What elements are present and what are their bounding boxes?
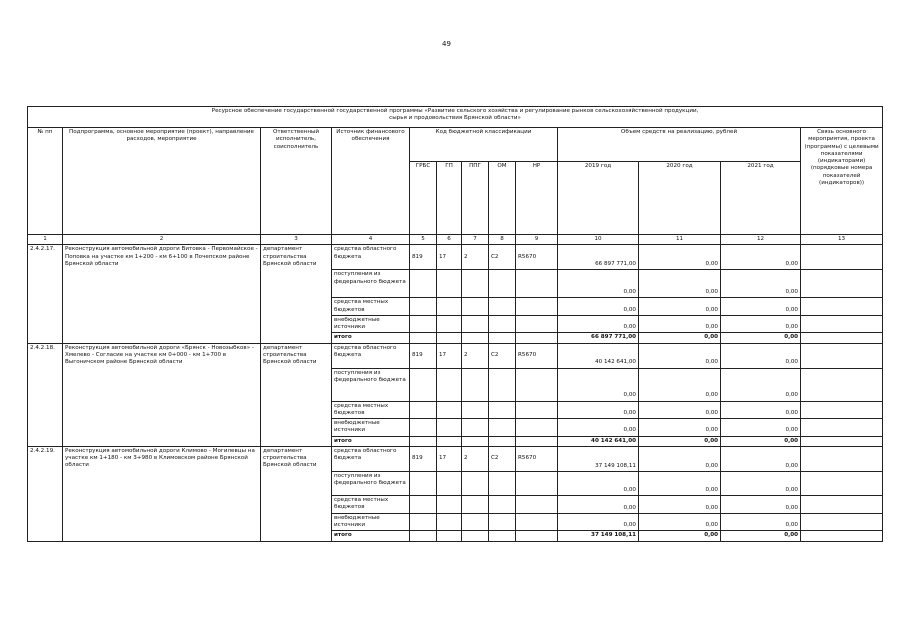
header-executor: Ответственный исполнитель, соисполнитель — [261, 128, 332, 235]
code-empty — [462, 270, 489, 298]
code-empty — [410, 270, 437, 298]
code-empty — [410, 298, 437, 316]
code-ppg: 2 — [462, 343, 489, 368]
amount-2020: 0,00 — [639, 436, 721, 446]
code-empty — [489, 298, 516, 316]
record-num: 2.4.2.19. — [28, 446, 63, 541]
column-number: 11 — [639, 235, 721, 245]
code-empty — [462, 401, 489, 419]
code-empty — [437, 270, 462, 298]
indicator-link — [801, 419, 883, 437]
code-grbs: 819 — [410, 245, 437, 270]
code-empty — [437, 513, 462, 531]
code-grbs: 819 — [410, 343, 437, 368]
amount-2020: 0,00 — [639, 343, 721, 368]
code-empty — [516, 315, 558, 333]
code-empty — [462, 436, 489, 446]
amount-2021: 0,00 — [721, 343, 801, 368]
code-empty — [410, 471, 437, 495]
resource-table — [27, 106, 883, 542]
record-num: 2.4.2.17. — [28, 245, 63, 343]
code-empty — [410, 419, 437, 437]
amount-2019: 0,00 — [558, 270, 639, 298]
table-title-line1: Ресурсное обеспечение государственной государственной программы «Развитие сельского хозяйства и регулирование рынков сельскохозяйственной продукции, — [211, 108, 699, 114]
amount-2019: 0,00 — [558, 298, 639, 316]
code-empty — [437, 419, 462, 437]
header-np: НР — [516, 162, 558, 235]
code-empty — [489, 513, 516, 531]
code-empty — [462, 298, 489, 316]
header-grbs: ГРБС — [410, 162, 437, 235]
code-empty — [489, 495, 516, 513]
amount-2020: 0,00 — [639, 495, 721, 513]
code-empty — [410, 436, 437, 446]
amount-2020: 0,00 — [639, 446, 721, 471]
table-title-line2: сырья и продовольствия Брянской области» — [389, 115, 521, 122]
indicator-link — [801, 270, 883, 298]
code-empty — [516, 513, 558, 531]
code-empty — [489, 419, 516, 437]
code-gp: 17 — [437, 446, 462, 471]
code-empty — [489, 315, 516, 333]
code-np: R5670 — [516, 446, 558, 471]
code-grbs: 819 — [410, 446, 437, 471]
header-source: Источник финансового обеспечения — [332, 128, 410, 235]
code-empty — [410, 495, 437, 513]
source-label: внебюджетные источники — [332, 315, 410, 333]
indicator-link — [801, 446, 883, 471]
code-empty — [516, 298, 558, 316]
header-2021: 2021 год — [721, 162, 801, 235]
code-empty — [516, 531, 558, 541]
code-empty — [489, 270, 516, 298]
code-empty — [410, 333, 437, 343]
column-number: 3 — [261, 235, 332, 245]
table-row — [28, 343, 883, 368]
code-empty — [462, 315, 489, 333]
amount-2019: 66 897 771,00 — [558, 333, 639, 343]
code-empty — [462, 333, 489, 343]
column-number: 1 — [28, 235, 63, 245]
amount-2019: 0,00 — [558, 513, 639, 531]
code-np: R5670 — [516, 343, 558, 368]
column-number: 9 — [516, 235, 558, 245]
amount-2021: 0,00 — [721, 436, 801, 446]
code-empty — [437, 298, 462, 316]
column-numbers-row — [28, 235, 883, 245]
amount-2021: 0,00 — [721, 333, 801, 343]
source-label: средства местных бюджетов — [332, 495, 410, 513]
amount-2020: 0,00 — [639, 270, 721, 298]
code-empty — [516, 436, 558, 446]
indicator-link — [801, 368, 883, 401]
amount-2021: 0,00 — [721, 513, 801, 531]
source-label: средства местных бюджетов — [332, 401, 410, 419]
record-num: 2.4.2.18. — [28, 343, 63, 446]
table-row — [28, 446, 883, 471]
source-label: средства областного бюджета — [332, 446, 410, 471]
amount-2019: 66 897 771,00 — [558, 245, 639, 270]
code-empty — [437, 495, 462, 513]
amount-2020: 0,00 — [639, 245, 721, 270]
code-empty — [410, 368, 437, 401]
amount-2019: 0,00 — [558, 471, 639, 495]
amount-2019: 0,00 — [558, 401, 639, 419]
header-name: Подпрограмма, основное мероприятие (проект), направление расходов, мероприятие — [63, 128, 261, 235]
code-empty — [462, 471, 489, 495]
code-empty — [462, 513, 489, 531]
code-empty — [516, 401, 558, 419]
indicator-link — [801, 513, 883, 531]
amount-2019: 40 142 641,00 — [558, 436, 639, 446]
code-om: С2 — [489, 245, 516, 270]
code-empty — [437, 333, 462, 343]
column-number: 7 — [462, 235, 489, 245]
code-empty — [516, 495, 558, 513]
code-empty — [437, 471, 462, 495]
indicator-link — [801, 495, 883, 513]
code-ppg: 2 — [462, 245, 489, 270]
amount-2021: 0,00 — [721, 471, 801, 495]
amount-2021: 0,00 — [721, 315, 801, 333]
column-number: 5 — [410, 235, 437, 245]
code-empty — [437, 368, 462, 401]
header-num: № пп — [28, 128, 63, 235]
indicator-link — [801, 436, 883, 446]
header-ppg: ППГ — [462, 162, 489, 235]
source-label: внебюджетные источники — [332, 419, 410, 437]
code-om: С2 — [489, 343, 516, 368]
header-budget-code: Код бюджетной классификации — [410, 128, 558, 162]
amount-2020: 0,00 — [639, 298, 721, 316]
amount-2021: 0,00 — [721, 531, 801, 541]
amount-2019: 0,00 — [558, 495, 639, 513]
amount-2020: 0,00 — [639, 513, 721, 531]
code-gp: 17 — [437, 245, 462, 270]
amount-2020: 0,00 — [639, 315, 721, 333]
record-executor: департамент строительства Брянской области — [261, 343, 332, 446]
amount-2021: 0,00 — [721, 368, 801, 401]
source-label: средства местных бюджетов — [332, 298, 410, 316]
code-empty — [462, 531, 489, 541]
amount-2021: 0,00 — [721, 401, 801, 419]
indicator-link — [801, 333, 883, 343]
column-number: 4 — [332, 235, 410, 245]
indicator-link — [801, 245, 883, 270]
code-empty — [437, 531, 462, 541]
header-2019: 2019 год — [558, 162, 639, 235]
code-empty — [489, 333, 516, 343]
column-number: 2 — [63, 235, 261, 245]
code-empty — [410, 531, 437, 541]
amount-2020: 0,00 — [639, 368, 721, 401]
amount-2019: 0,00 — [558, 315, 639, 333]
code-empty — [437, 401, 462, 419]
code-empty — [410, 401, 437, 419]
code-empty — [489, 401, 516, 419]
code-empty — [410, 513, 437, 531]
code-om: С2 — [489, 446, 516, 471]
source-label: итого — [332, 531, 410, 541]
column-number: 12 — [721, 235, 801, 245]
record-name: Реконструкция автомобильной дороги Климово - Могилевцы на участке км 1+180 - км 3+980 в Климовском районе Брянской области — [63, 446, 261, 541]
source-label: итого — [332, 436, 410, 446]
code-empty — [410, 315, 437, 333]
amount-2019: 37 149 108,11 — [558, 531, 639, 541]
header-om: ОМ — [489, 162, 516, 235]
indicator-link — [801, 531, 883, 541]
amount-2021: 0,00 — [721, 446, 801, 471]
amount-2020: 0,00 — [639, 419, 721, 437]
source-label: итого — [332, 333, 410, 343]
code-empty — [489, 531, 516, 541]
amount-2020: 0,00 — [639, 471, 721, 495]
code-empty — [462, 419, 489, 437]
amount-2020: 0,00 — [639, 531, 721, 541]
source-label: поступления из федерального бюджета — [332, 471, 410, 495]
source-label: поступления из федерального бюджета — [332, 368, 410, 401]
code-empty — [516, 471, 558, 495]
column-number: 6 — [437, 235, 462, 245]
code-empty — [516, 419, 558, 437]
record-executor: департамент строительства Брянской области — [261, 446, 332, 541]
amount-2021: 0,00 — [721, 245, 801, 270]
code-empty — [489, 471, 516, 495]
code-np: R5670 — [516, 245, 558, 270]
amount-2021: 0,00 — [721, 419, 801, 437]
indicator-link — [801, 343, 883, 368]
amount-2021: 0,00 — [721, 270, 801, 298]
code-empty — [462, 368, 489, 401]
code-empty — [516, 270, 558, 298]
source-label: поступления из федерального бюджета — [332, 270, 410, 298]
amount-2020: 0,00 — [639, 333, 721, 343]
column-number: 8 — [489, 235, 516, 245]
indicator-link — [801, 298, 883, 316]
amount-2020: 0,00 — [639, 401, 721, 419]
amount-2019: 0,00 — [558, 419, 639, 437]
code-empty — [437, 315, 462, 333]
code-empty — [462, 495, 489, 513]
column-number: 13 — [801, 235, 883, 245]
code-empty — [437, 436, 462, 446]
header-link: Связь основного мероприятия, проекта (программы) с целевыми показателями (индикаторами) (порядковые номера показателей (индикаторов)) — [801, 128, 883, 235]
code-empty — [489, 436, 516, 446]
page-number: 49 — [442, 40, 451, 48]
record-executor: департамент строительства Брянской области — [261, 245, 332, 343]
amount-2021: 0,00 — [721, 298, 801, 316]
table-title — [28, 107, 883, 128]
amount-2019: 37 149 108,11 — [558, 446, 639, 471]
code-empty — [489, 368, 516, 401]
code-empty — [516, 368, 558, 401]
source-label: средства областного бюджета — [332, 245, 410, 270]
indicator-link — [801, 401, 883, 419]
code-gp: 17 — [437, 343, 462, 368]
record-name: Реконструкция автомобильной дороги Витовка - Первомайское - Поповка на участке км 1+200 - км 6+100 в Почепском районе Брянской области — [63, 245, 261, 343]
amount-2021: 0,00 — [721, 495, 801, 513]
header-volume: Объем средств на реализацию, рублей — [558, 128, 801, 162]
column-number: 10 — [558, 235, 639, 245]
source-label: внебюджетные источники — [332, 513, 410, 531]
header-gp: ГП — [437, 162, 462, 235]
source-label: средства областного бюджета — [332, 343, 410, 368]
record-name: Реконструкция автомобильной дороги «Брянск - Новозыбков» - Хмелево - Согласие на участке км 0+000 - км 1+700 в Выгоничском районе Брянской области — [63, 343, 261, 446]
header-2020: 2020 год — [639, 162, 721, 235]
amount-2019: 40 142 641,00 — [558, 343, 639, 368]
amount-2019: 0,00 — [558, 368, 639, 401]
indicator-link — [801, 471, 883, 495]
code-empty — [516, 333, 558, 343]
indicator-link — [801, 315, 883, 333]
code-ppg: 2 — [462, 446, 489, 471]
table-row — [28, 245, 883, 270]
